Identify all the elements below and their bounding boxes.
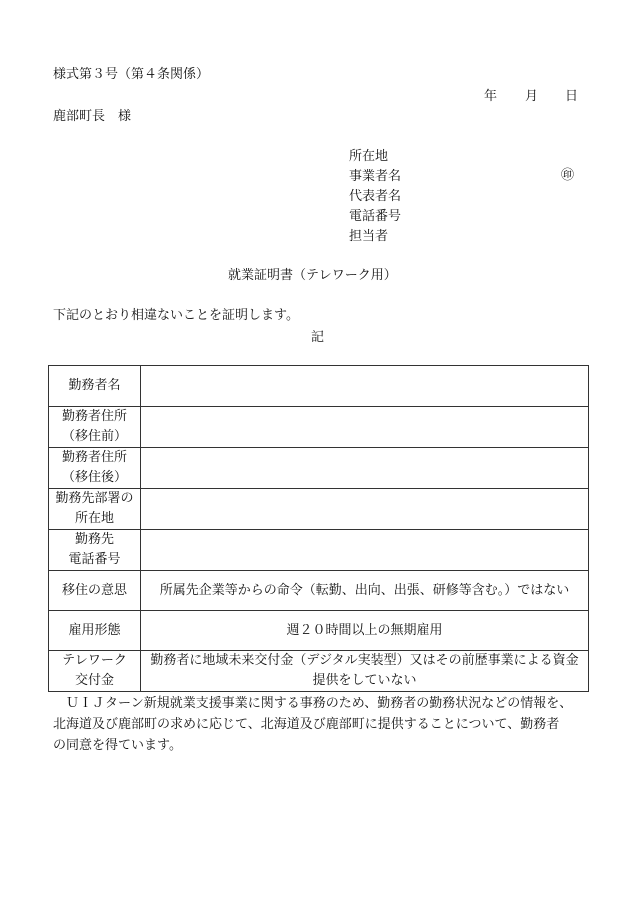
ki-heading: 記 xyxy=(311,330,325,345)
row-label-line: テレワーク xyxy=(62,653,127,668)
table-row xyxy=(49,530,589,571)
applicant-phone-label: 電話番号 xyxy=(349,209,402,224)
row-value[interactable] xyxy=(141,611,589,651)
consent-line: の同意を得ています。 xyxy=(53,738,182,753)
applicant-contact-label: 担当者 xyxy=(349,229,389,244)
row-label xyxy=(49,407,141,448)
row-label xyxy=(49,366,141,407)
row-value-line: 週２０時間以上の無期雇用 xyxy=(286,622,443,638)
row-value[interactable] xyxy=(141,651,589,692)
row-label-line: 所在地 xyxy=(74,511,114,526)
row-label-line: 勤務者住所 xyxy=(61,450,127,465)
row-label-line: 交付金 xyxy=(74,673,114,688)
table-row xyxy=(49,366,589,407)
row-value[interactable] xyxy=(141,407,589,448)
row-label-line: 勤務者住所 xyxy=(61,409,127,424)
table-row xyxy=(49,489,589,530)
row-value[interactable] xyxy=(141,571,589,611)
row-label-line: （移住後） xyxy=(61,470,127,485)
table-row xyxy=(49,651,589,692)
row-value[interactable] xyxy=(141,489,589,530)
document-title: 就業証明書（テレワーク用） xyxy=(228,268,397,283)
row-label-line: 勤務者名 xyxy=(68,378,121,393)
table-row xyxy=(49,571,589,611)
table-row xyxy=(49,407,589,448)
row-value-line: 勤務者に地域未来交付金（デジタル実装型）又はその前歴事業による資金 xyxy=(150,653,579,668)
applicant-business-name-label: 事業者名 xyxy=(349,169,402,184)
row-value[interactable] xyxy=(141,448,589,489)
applicant-address-label: 所在地 xyxy=(349,149,389,164)
row-label xyxy=(49,611,141,651)
consent-line: 北海道及び鹿部町の求めに応じて、北海道及び鹿部町に提供することについて、勤務者 xyxy=(53,717,560,732)
row-label-line: （移住前） xyxy=(61,429,127,444)
row-label-line: 移住の意思 xyxy=(61,582,127,598)
row-label-line: 勤務先 xyxy=(74,532,114,547)
consent-line: ＵＩＪターン新規就業支援事業に関する事務のため、勤務者の勤務状況などの情報を、 xyxy=(53,696,573,711)
row-value-line: 提供をしていない xyxy=(312,673,417,688)
addressee: 鹿部町長 様 xyxy=(53,109,132,124)
seal-icon: ㊞ xyxy=(561,168,575,183)
table-row xyxy=(49,611,589,651)
consent-statement xyxy=(53,693,593,756)
row-value[interactable] xyxy=(141,530,589,571)
applicant-representative-label: 代表者名 xyxy=(349,189,402,204)
date-year-label: 年 xyxy=(484,89,498,104)
row-label xyxy=(49,571,141,611)
certificate-table xyxy=(48,365,589,692)
row-value-line: 所属先企業等からの命令（転勤、出向、出張、研修等含む。）ではない xyxy=(159,582,570,598)
row-label xyxy=(49,530,141,571)
row-label-line: 勤務先部署の xyxy=(55,491,134,506)
certification-statement: 下記のとおり相違ないことを証明します。 xyxy=(53,308,299,323)
row-label xyxy=(49,489,141,530)
row-label xyxy=(49,651,141,692)
row-label-line: 雇用形態 xyxy=(68,622,121,638)
form-number: 様式第３号（第４条関係） xyxy=(53,67,210,82)
date-day-label: 日 xyxy=(565,89,579,104)
date-month-label: 月 xyxy=(525,89,539,104)
row-value[interactable] xyxy=(141,366,589,407)
row-label xyxy=(49,448,141,489)
row-label-line: 電話番号 xyxy=(68,552,121,567)
table-row xyxy=(49,448,589,489)
